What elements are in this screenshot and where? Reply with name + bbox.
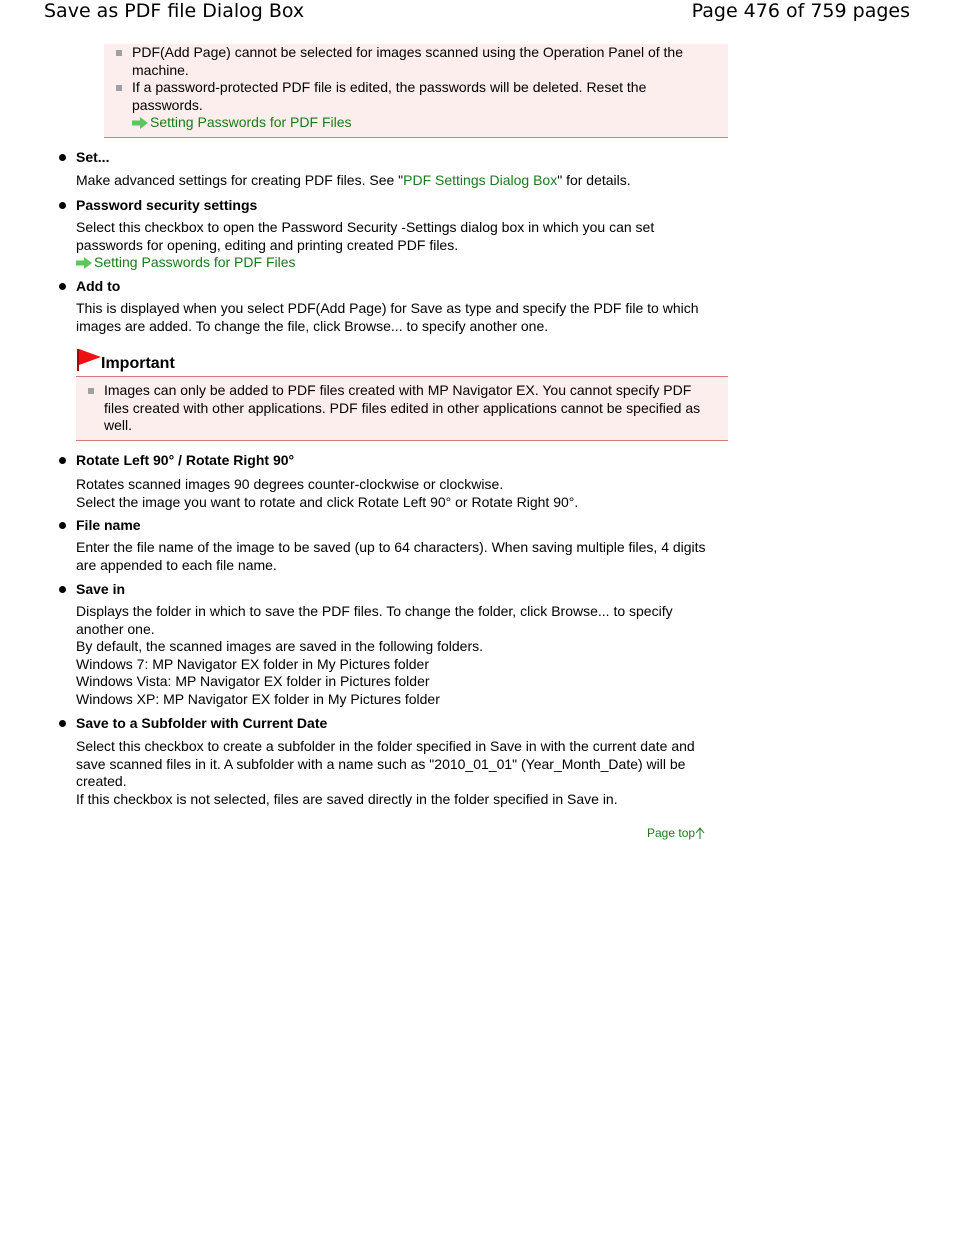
note-line: passwords. <box>132 96 203 113</box>
bullet-dot-icon <box>59 522 66 529</box>
important-line: well. <box>104 417 133 433</box>
body-line: Select this checkbox to open the Password Security -Settings dialog box in which you can set <box>76 219 655 235</box>
body-line: Windows Vista: MP Navigator EX folder in Pictures folder <box>76 673 430 689</box>
section-label: Rotate Left 90° / Rotate Right 90° <box>76 452 295 468</box>
important-line: files created with other applications. PDF files edited in other applications cannot be specified as <box>104 399 701 416</box>
section-label: File name <box>76 517 141 533</box>
note-line: If a password-protected PDF file is edited, the passwords will be deleted. Reset the <box>132 79 647 95</box>
note-item <box>104 44 728 79</box>
section-body <box>76 738 726 808</box>
set-text-before: Make advanced settings for creating PDF files. See " <box>76 172 404 188</box>
arrow-right-icon <box>76 257 92 269</box>
body-line: another one. <box>76 620 155 637</box>
setting-passwords-link[interactable] <box>132 114 352 132</box>
body-line: passwords for opening, editing and printing created PDF files. <box>76 236 459 253</box>
important-heading-text: Important <box>101 355 175 372</box>
red-flag-icon <box>76 348 102 372</box>
body-line: images are added. To change the file, click Browse... to specify another one. <box>76 317 549 334</box>
body-line: created. <box>76 773 127 789</box>
section-label: Add to <box>76 278 121 294</box>
body-line: By default, the scanned images are saved in the following folders. <box>76 638 484 654</box>
body-line: Displays the folder in which to save the PDF files. To change the folder, click Browse... to specify <box>76 603 673 619</box>
section-body <box>76 539 726 574</box>
body-line: save scanned files in it. A subfolder with a name such as "2010_01_01" (Year_Month_Date) will be <box>76 755 686 772</box>
body-line: Select this checkbox to create a subfolder in the folder specified in Save in with the current date and <box>76 738 695 754</box>
body-line: This is displayed when you select PDF(Add Page) for Save as type and specify the PDF file to which <box>76 300 699 316</box>
note-line: machine. <box>132 61 189 78</box>
bullet-dot-icon <box>59 154 66 161</box>
pdf-settings-dialog-link[interactable]: PDF Settings Dialog Box <box>403 172 558 188</box>
important-box <box>76 376 728 441</box>
setting-passwords-link[interactable] <box>76 254 296 272</box>
section-body <box>76 476 726 511</box>
body-line: Windows 7: MP Navigator EX folder in My Pictures folder <box>76 655 429 672</box>
document-title: Save as PDF file Dialog Box <box>44 0 305 22</box>
body-line: Windows XP: MP Navigator EX folder in My Pictures folder <box>76 690 440 707</box>
page-top-link[interactable] <box>647 826 705 840</box>
section-label: Save in <box>76 581 126 597</box>
body-line: Select the image you want to rotate and click Rotate Left 90° or Rotate Right 90°. <box>76 493 579 510</box>
important-item <box>76 382 728 435</box>
body-line: Rotates scanned images 90 degrees counter-clockwise or clockwise. <box>76 476 504 492</box>
page-top-text: Page top <box>647 826 696 840</box>
body-line: Enter the file name of the image to be saved (up to 64 characters). When saving multiple files, 4 digits <box>76 539 706 555</box>
body-line: If this checkbox is not selected, files are saved directly in the folder specified in Save in. <box>76 790 618 807</box>
square-bullet-icon <box>88 388 94 394</box>
bullet-dot-icon <box>59 720 66 727</box>
bullet-dot-icon <box>59 586 66 593</box>
bullet-dot-icon <box>59 283 66 290</box>
note-box <box>104 44 728 138</box>
square-bullet-icon <box>116 50 122 56</box>
section-body <box>76 172 726 190</box>
arrow-right-icon <box>132 117 148 129</box>
bullet-dot-icon <box>59 202 66 209</box>
important-heading <box>76 348 728 376</box>
set-text-after: " for details. <box>557 172 631 188</box>
body-line: are appended to each file name. <box>76 556 277 573</box>
setting-passwords-link-text: Setting Passwords for PDF Files <box>150 114 352 130</box>
section-label: Set... <box>76 149 110 165</box>
square-bullet-icon <box>116 85 122 91</box>
section-body <box>76 603 726 708</box>
bullet-dot-icon <box>59 457 66 464</box>
page-number: Page 476 of 759 pages <box>691 0 910 22</box>
section-label: Save to a Subfolder with Current Date <box>76 715 328 731</box>
note-line: PDF(Add Page) cannot be selected for images scanned using the Operation Panel of the <box>132 44 684 60</box>
note-item <box>104 79 728 133</box>
section-body <box>76 219 726 273</box>
page-header <box>0 0 954 30</box>
setting-passwords-link-text: Setting Passwords for PDF Files <box>94 254 296 270</box>
section-label: Password security settings <box>76 197 258 213</box>
important-line: Images can only be added to PDF files created with MP Navigator EX. You cannot specify PDF <box>104 382 692 398</box>
arrow-up-icon <box>695 827 705 839</box>
section-body <box>76 300 726 335</box>
